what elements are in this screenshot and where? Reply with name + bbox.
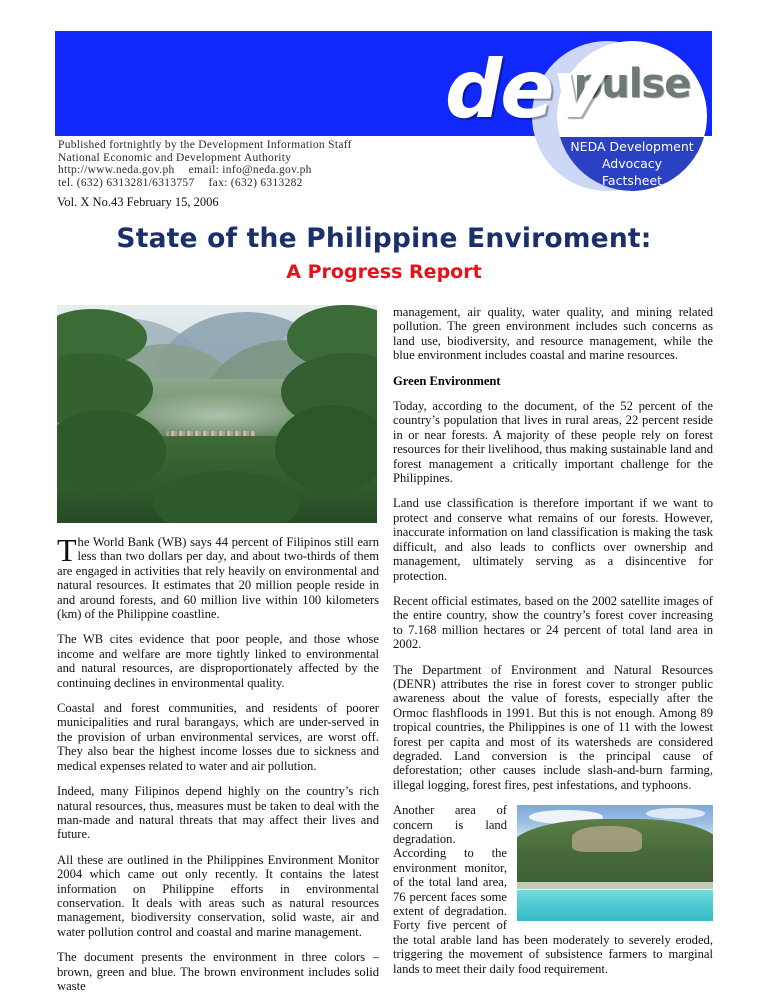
- right-paragraph-2: Today, according to the document, of the 52 percent of the country’s population that lives in rural areas, 22 percent reside in or near forests. A majority of these people rely on forest resources for their livelihood, thus making sustainable land and forest management a critically important challenge for the Philippines.: [393, 399, 713, 486]
- publisher-fax: fax: (632) 6313282: [208, 176, 303, 189]
- turquoise-sea: [517, 890, 713, 921]
- drop-cap: T: [57, 532, 77, 568]
- left-paragraph-4: Indeed, many Filipinos depend highly on the country’s rich natural resources, thus, measures must be taken to deal with the man-made and natural threats that may affect their lives and future.: [57, 784, 379, 842]
- rock-outcrop: [627, 845, 678, 864]
- right-paragraph-5: The Department of Environment and Natural Resources (DENR) attributes the rise in forest cover to stronger public awareness about the value of forests, especially after the Ormoc flashfloods in 1991. But this is not enough. Among 89 tropical countries, the Philippines is one of 11 with the lowest forest per capita and most of its watersheds are considered degraded. Land conversion is the principal cause of deforestation; other causes include slash-and-burn farming, illegal logging, forest fires, pest infestations, and typhoons.: [393, 662, 713, 792]
- logo-tagline: [557, 138, 707, 189]
- page-title: State of the Philippine Enviroment:: [116, 223, 652, 254]
- right-paragraph-6: Another area of concern is land degradation. According to the environment monitor, of the total land area, 76 percent faces some extent of degradation. Forty five percent of the total arable land has been moderately to severely eroded, triggering the movement of subsistence farmers to marginal lands to meet their daily food requirement.: [393, 803, 713, 976]
- right-paragraph-3: Land use classification is therefore important if we want to protect and conserve what remains of our forests. However, inaccurate information on land classification is making the task difficult, and also leads to conflicts over ownership and management, ultimately serving as a disincentive for protection.: [393, 496, 713, 583]
- left-paragraph-2: The WB cites evidence that poor people, and those whose income and welfare are more tightly linked to environmental and natural resources, are disproportionately affected by the continuing declines in environmental quality.: [57, 632, 379, 690]
- page-subtitle: A Progress Report: [286, 261, 482, 283]
- logo-tagline-line1: NEDA Development: [570, 139, 694, 154]
- island-photo-wrap: [393, 803, 713, 976]
- left-column: [57, 305, 379, 993]
- left-paragraph-5: All these are outlined in the Philippines Environment Monitor 2004 which came out only recently. It contains the latest information on Philippine efforts in environmental conservation. It deals with areas such as natural resources management, biodiversity conservation, solid waste, air and water pollution control and coastal and marine management.: [57, 852, 379, 939]
- masthead: [0, 0, 768, 209]
- right-column: [393, 305, 713, 976]
- logo-tagline-line3: Factsheet: [601, 173, 663, 188]
- cloud: [646, 808, 705, 820]
- island-coastline-photo: [517, 805, 713, 921]
- publisher-email[interactable]: email: info@neda.gov.ph: [188, 164, 312, 177]
- publisher-url[interactable]: http://www.neda.gov.ph: [58, 164, 175, 177]
- volume-issue-date: Vol. X No.43 February 15, 2006: [57, 195, 219, 209]
- publisher-info-block: [58, 139, 352, 189]
- publisher-contact-web: [58, 164, 352, 177]
- publisher-tel: tel. (632) 6313281/6313757: [58, 176, 195, 189]
- left-paragraph-1-text: he World Bank (WB) says 44 percent of Filipinos still earn less than two dollars per day, and about two-thirds of them are engaged in activities that rely heavily on environmental and natural resources. It estimates that 20 million people reside in and around forests, and 60 million live within 100 kilometers (km) of the Philippine coastline.: [57, 535, 379, 622]
- right-paragraph-1: management, air quality, water quality, and mining related pollution. The green environment includes such concerns as land use, biodiversity, and resource management, while the blue environment includes coastal and marine resources.: [393, 305, 713, 363]
- left-paragraph-1: [57, 532, 379, 622]
- devpulse-logo-dev-text: dev: [445, 43, 603, 136]
- forest-mountain-photo: [57, 305, 377, 523]
- publisher-contact-phone: [58, 177, 352, 190]
- article-title-block: [0, 222, 768, 286]
- logo-tagline-line2: Advocacy: [601, 156, 663, 171]
- left-paragraph-3: Coastal and forest communities, and residents of poorer municipalities and rural barangays, which are under-served in the provision of urban environmental services, are worst off. They also bear the highest income losses due to sickness and medical expenses related to water and air pollution.: [57, 701, 379, 773]
- devpulse-logo-pulse-text: pulse: [573, 61, 691, 107]
- left-paragraph-6: The document presents the environment in three colors – brown, green and blue. The brown environment includes solid waste: [57, 950, 379, 993]
- section-heading-green-environment: Green Environment: [393, 373, 501, 388]
- publisher-line-2: National Economic and Development Authority: [58, 151, 292, 164]
- right-paragraph-4: Recent official estimates, based on the 2002 satellite images of the entire country, show the country’s forest cover increasing to 7.168 million hectares or 24 percent of total land area in 2002.: [393, 593, 713, 652]
- publisher-line-1: Published fortnightly by the Development Information Staff: [58, 139, 352, 151]
